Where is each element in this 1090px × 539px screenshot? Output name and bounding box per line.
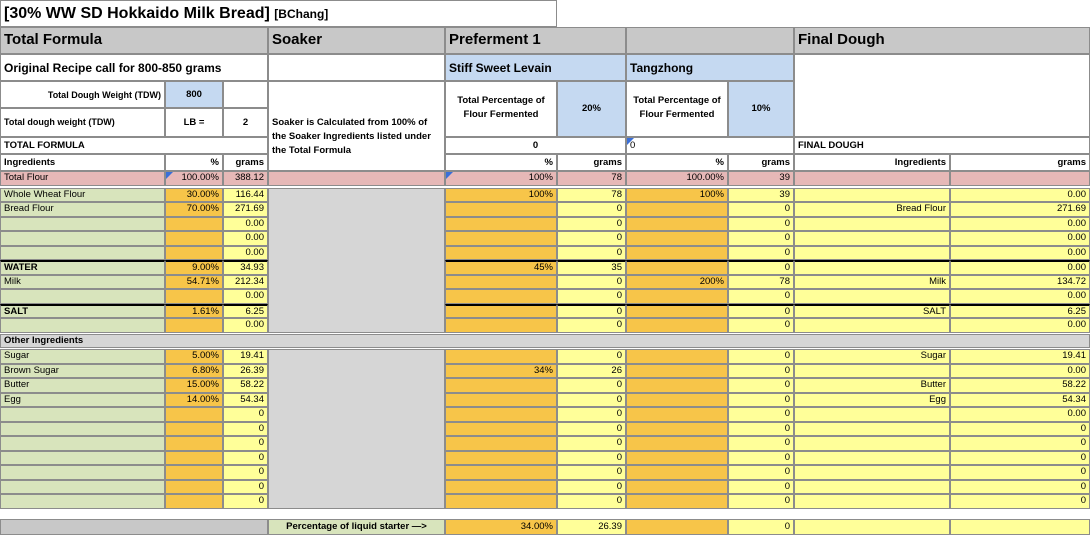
total-formula-grams[interactable]: 0.00	[223, 217, 268, 232]
total-formula-grams[interactable]: 388.12	[223, 171, 268, 186]
tangzhong-pct[interactable]	[626, 217, 728, 232]
total-formula-grams[interactable]: 0	[223, 480, 268, 495]
preferment-pct[interactable]: 45%	[445, 260, 557, 275]
total-formula-grams[interactable]: 19.41	[223, 349, 268, 364]
preferment-grams[interactable]: 0	[557, 202, 626, 217]
tangzhong-pct[interactable]	[626, 436, 728, 451]
total-formula-pct[interactable]: 70.00%	[165, 202, 223, 217]
tangzhong-pct[interactable]	[626, 480, 728, 495]
tangzhong-pct[interactable]	[626, 202, 728, 217]
tangzhong-grams[interactable]: 0	[728, 318, 794, 333]
final-dough-ingredient	[794, 407, 950, 422]
preferment-grams[interactable]: 0	[557, 494, 626, 509]
pf1-col-pct: %	[445, 154, 557, 171]
final-dough-grams[interactable]: 58.22	[950, 378, 1090, 393]
total-formula-pct[interactable]	[165, 465, 223, 480]
fd-col-grams: grams	[950, 154, 1090, 171]
preferment-grams[interactable]: 0	[557, 349, 626, 364]
final-dough-ingredient	[794, 217, 950, 232]
preferment-pct[interactable]	[445, 436, 557, 451]
total-formula-pct[interactable]: 14.00%	[165, 393, 223, 408]
final-dough-ingredient	[794, 260, 950, 275]
final-dough-grams[interactable]: 0	[950, 480, 1090, 495]
ingredient-name	[0, 480, 165, 495]
final-dough-ingredient	[794, 231, 950, 246]
tangzhong-pct[interactable]	[626, 393, 728, 408]
lb-label: Total dough weight (TDW)	[0, 108, 165, 137]
total-formula-pct[interactable]	[165, 422, 223, 437]
tangzhong-grams[interactable]: 0	[728, 378, 794, 393]
ingredient-name	[0, 407, 165, 422]
liquid-starter-grams[interactable]: 26.39	[557, 519, 626, 535]
lb-unit: LB =	[165, 108, 223, 137]
tangzhong-pct[interactable]	[626, 422, 728, 437]
tdw-input[interactable]: 800	[165, 81, 223, 108]
other-ingredients-header: Other Ingredients	[0, 334, 1090, 349]
preferment-grams[interactable]: 78	[557, 188, 626, 203]
final-dough-ingredient: Egg	[794, 393, 950, 408]
pf1-col-grams: grams	[557, 154, 626, 171]
preferment-pct[interactable]	[445, 378, 557, 393]
liquid-starter-pct[interactable]: 34.00%	[445, 519, 557, 535]
final-dough-ingredient	[794, 451, 950, 466]
tz-pct-label: Total Percentage of Flour Fermented	[626, 81, 728, 137]
total-formula-pct[interactable]	[165, 494, 223, 509]
tangzhong-grams[interactable]: 0	[728, 289, 794, 304]
total-formula-pct[interactable]	[165, 217, 223, 232]
tangzhong-grams[interactable]: 0	[728, 393, 794, 408]
tangzhong-pct[interactable]	[626, 246, 728, 261]
total-formula-pct[interactable]	[165, 246, 223, 261]
preferment-pct[interactable]	[445, 318, 557, 333]
ingredient-name: Egg	[0, 393, 165, 408]
ingredient-name	[0, 436, 165, 451]
final-dough-ingredient	[794, 246, 950, 261]
preferment-grams[interactable]: 0	[557, 436, 626, 451]
total-formula-pct[interactable]: 15.00%	[165, 378, 223, 393]
final-dough-grams[interactable]: 6.25	[950, 304, 1090, 319]
ingredient-name	[0, 465, 165, 480]
total-formula-grams[interactable]: 0.00	[223, 318, 268, 333]
preferment-pct[interactable]	[445, 304, 557, 319]
ingredient-name	[0, 451, 165, 466]
tangzhong-label[interactable]: Tangzhong	[626, 54, 794, 81]
tangzhong-grams[interactable]: 0	[728, 202, 794, 217]
final-dough-ingredient	[794, 364, 950, 379]
col-grams: grams	[223, 154, 268, 171]
final-dough-ingredient	[794, 465, 950, 480]
recipe-title: [30% WW SD Hokkaido Milk Bread]	[4, 5, 270, 22]
tangzhong-grams[interactable]: 0	[728, 465, 794, 480]
preferment-pct[interactable]	[445, 202, 557, 217]
fd-col-ingredients: Ingredients	[794, 154, 950, 171]
total-formula-grams[interactable]: 212.34	[223, 275, 268, 290]
final-dough-grams[interactable]: 0	[950, 494, 1090, 509]
preferment-pct[interactable]	[445, 451, 557, 466]
total-formula-grams[interactable]: 54.34	[223, 393, 268, 408]
tdw-label: Total Dough Weight (TDW)	[0, 81, 165, 108]
ingredient-name: WATER	[0, 260, 165, 275]
tdw-spacer[interactable]	[223, 81, 268, 108]
preferment-pct[interactable]	[445, 289, 557, 304]
lb-value[interactable]: 2	[223, 108, 268, 137]
tz-col-pct: %	[626, 154, 728, 171]
preferment-pct[interactable]	[445, 494, 557, 509]
total-formula-grams[interactable]: 0	[223, 422, 268, 437]
tangzhong-grams[interactable]: 0	[728, 407, 794, 422]
total-formula-grams[interactable]: 0.00	[223, 246, 268, 261]
preferment-pct[interactable]: 34%	[445, 364, 557, 379]
final-dough-blank[interactable]	[794, 54, 1090, 137]
tangzhong-pct[interactable]	[626, 318, 728, 333]
total-formula-grams[interactable]: 34.93	[223, 260, 268, 275]
tz-bottom-grams[interactable]: 0	[728, 519, 794, 535]
final-dough-caps: FINAL DOUGH	[794, 137, 1090, 154]
final-dough-ingredient	[794, 171, 950, 186]
tangzhong-grams[interactable]: 0	[728, 436, 794, 451]
final-dough-ingredient: Milk	[794, 275, 950, 290]
total-formula-grams[interactable]: 0	[223, 451, 268, 466]
preferment-grams[interactable]: 0	[557, 378, 626, 393]
pf1-zero[interactable]: 0	[445, 137, 626, 154]
final-dough-ingredient	[794, 188, 950, 203]
ingredient-name: Whole Wheat Flour	[0, 188, 165, 203]
total-formula-grams[interactable]: 26.39	[223, 364, 268, 379]
total-formula-grams[interactable]: 0.00	[223, 289, 268, 304]
ingredient-name: Sugar	[0, 349, 165, 364]
total-formula-pct[interactable]: 100.00%	[165, 171, 223, 186]
ingredient-name: Total Flour	[0, 171, 165, 186]
tangzhong-grams[interactable]: 0	[728, 217, 794, 232]
final-dough-grams[interactable]: 19.41	[950, 349, 1090, 364]
pf1-pct-input[interactable]: 20%	[557, 81, 626, 137]
preferment-grams[interactable]: 0	[557, 422, 626, 437]
tangzhong-grams[interactable]: 0	[728, 349, 794, 364]
preferment-pct[interactable]	[445, 349, 557, 364]
sheet-title[interactable]	[0, 0, 557, 27]
total-formula-grams[interactable]: 0	[223, 436, 268, 451]
ingredient-name	[0, 422, 165, 437]
final-dough-ingredient: Bread Flour	[794, 202, 950, 217]
final-dough-grams[interactable]: 0.00	[950, 289, 1090, 304]
preferment-pct[interactable]	[445, 407, 557, 422]
total-formula-pct[interactable]: 54.71%	[165, 275, 223, 290]
preferment-pct[interactable]	[445, 465, 557, 480]
soaker-note: Soaker is Calculated from 100% of the Soaker Ingredients listed under the Total Formula	[268, 81, 445, 171]
total-formula-pct[interactable]: 6.80%	[165, 364, 223, 379]
final-dough-grams[interactable]: 0.00	[950, 364, 1090, 379]
tangzhong-grams[interactable]: 0	[728, 304, 794, 319]
preferment-grams[interactable]: 0	[557, 451, 626, 466]
liquid-starter-label: Percentage of liquid starter —>	[268, 519, 445, 535]
final-dough-grams[interactable]	[950, 171, 1090, 186]
preferment-pct[interactable]	[445, 422, 557, 437]
soaker-blank-cell[interactable]	[268, 54, 445, 81]
tangzhong-pct[interactable]	[626, 451, 728, 466]
final-dough-grams[interactable]: 0.00	[950, 318, 1090, 333]
total-formula-pct[interactable]	[165, 407, 223, 422]
final-dough-grams[interactable]: 0.00	[950, 246, 1090, 261]
final-dough-grams[interactable]: 134.72	[950, 275, 1090, 290]
total-formula-grams[interactable]: 6.25	[223, 304, 268, 319]
total-formula-pct[interactable]	[165, 451, 223, 466]
total-formula-pct[interactable]	[165, 289, 223, 304]
final-dough-grams[interactable]: 0	[950, 436, 1090, 451]
total-formula-pct[interactable]: 30.00%	[165, 188, 223, 203]
section-total-formula[interactable]: Total Formula	[0, 27, 268, 54]
tangzhong-pct[interactable]	[626, 349, 728, 364]
final-dough-ingredient	[794, 480, 950, 495]
tangzhong-pct[interactable]	[626, 407, 728, 422]
final-dough-grams[interactable]: 271.69	[950, 202, 1090, 217]
tangzhong-pct[interactable]	[626, 289, 728, 304]
preferment-grams[interactable]: 0	[557, 304, 626, 319]
total-formula-grams[interactable]: 0.00	[223, 231, 268, 246]
preferment-pct[interactable]: 100%	[445, 171, 557, 186]
soaker-block-main[interactable]	[268, 188, 445, 333]
tangzhong-pct[interactable]	[626, 304, 728, 319]
total-formula-pct[interactable]: 1.61%	[165, 304, 223, 319]
tangzhong-pct[interactable]: 200%	[626, 275, 728, 290]
total-formula-pct[interactable]: 5.00%	[165, 349, 223, 364]
soaker-total-flour[interactable]	[268, 171, 445, 186]
ingredient-name: Bread Flour	[0, 202, 165, 217]
preferment-pct[interactable]	[445, 231, 557, 246]
total-formula-grams[interactable]: 0	[223, 494, 268, 509]
final-dough-grams[interactable]: 0.00	[950, 260, 1090, 275]
preferment-grams[interactable]: 0	[557, 407, 626, 422]
preferment-grams[interactable]: 78	[557, 171, 626, 186]
col-ingredients: Ingredients	[0, 154, 165, 171]
tangzhong-grams[interactable]: 0	[728, 260, 794, 275]
fd-bottom-name[interactable]	[794, 519, 950, 535]
ingredient-name	[0, 318, 165, 333]
total-formula-grams[interactable]: 0	[223, 465, 268, 480]
fd-bottom-grams[interactable]	[950, 519, 1090, 535]
preferment-pct[interactable]	[445, 275, 557, 290]
tz-pct-input[interactable]: 10%	[728, 81, 794, 137]
final-dough-ingredient	[794, 494, 950, 509]
bottom-grey-bar	[0, 519, 268, 535]
tangzhong-pct[interactable]: 100%	[626, 188, 728, 203]
tangzhong-pct[interactable]	[626, 364, 728, 379]
total-formula-grams[interactable]: 271.69	[223, 202, 268, 217]
final-dough-grams[interactable]: 0	[950, 451, 1090, 466]
tangzhong-grams[interactable]: 0	[728, 246, 794, 261]
total-formula-grams[interactable]: 0	[223, 407, 268, 422]
total-formula-pct[interactable]	[165, 231, 223, 246]
preferment-grams[interactable]: 0	[557, 480, 626, 495]
final-dough-grams[interactable]: 0.00	[950, 188, 1090, 203]
preferment-pct[interactable]	[445, 246, 557, 261]
tangzhong-grams[interactable]: 0	[728, 422, 794, 437]
final-dough-ingredient: Sugar	[794, 349, 950, 364]
tangzhong-grams[interactable]: 39	[728, 188, 794, 203]
section-final-dough[interactable]: Final Dough	[794, 27, 1090, 54]
tangzhong-grams[interactable]: 0	[728, 494, 794, 509]
tz-col-grams: grams	[728, 154, 794, 171]
total-formula-pct[interactable]	[165, 436, 223, 451]
tangzhong-pct[interactable]	[626, 378, 728, 393]
preferment-grams[interactable]: 0	[557, 465, 626, 480]
tangzhong-pct[interactable]	[626, 260, 728, 275]
preferment-pct[interactable]: 100%	[445, 188, 557, 203]
tangzhong-grams[interactable]: 78	[728, 275, 794, 290]
final-dough-grams[interactable]: 0	[950, 422, 1090, 437]
final-dough-ingredient	[794, 436, 950, 451]
preferment-grams[interactable]: 0	[557, 318, 626, 333]
final-dough-grams[interactable]: 0.00	[950, 407, 1090, 422]
total-formula-pct[interactable]: 9.00%	[165, 260, 223, 275]
ingredient-name: Milk	[0, 275, 165, 290]
ingredient-name	[0, 246, 165, 261]
final-dough-grams[interactable]: 0.00	[950, 217, 1090, 232]
preferment-grams[interactable]: 0	[557, 289, 626, 304]
tangzhong-grams[interactable]: 0	[728, 480, 794, 495]
ingredient-name: Brown Sugar	[0, 364, 165, 379]
preferment-pct[interactable]	[445, 393, 557, 408]
ingredient-name	[0, 231, 165, 246]
preferment-pct[interactable]	[445, 217, 557, 232]
preferment-grams[interactable]: 0	[557, 393, 626, 408]
preferment-grams[interactable]: 35	[557, 260, 626, 275]
final-dough-ingredient: SALT	[794, 304, 950, 319]
total-formula-grams[interactable]: 58.22	[223, 378, 268, 393]
final-dough-grams[interactable]: 0.00	[950, 231, 1090, 246]
final-dough-grams[interactable]: 54.34	[950, 393, 1090, 408]
tangzhong-pct[interactable]	[626, 231, 728, 246]
tz-bottom-pct[interactable]	[626, 519, 728, 535]
section-preferment-1[interactable]: Preferment 1	[445, 27, 626, 54]
tangzhong-grams[interactable]: 39	[728, 171, 794, 186]
final-dough-ingredient: Butter	[794, 378, 950, 393]
preferment-grams[interactable]: 0	[557, 217, 626, 232]
section-blank-header[interactable]	[626, 27, 794, 54]
preferment-grams[interactable]: 0	[557, 246, 626, 261]
ingredient-name	[0, 217, 165, 232]
preferment-grams[interactable]: 26	[557, 364, 626, 379]
preferment-grams[interactable]: 0	[557, 275, 626, 290]
tangzhong-pct[interactable]	[626, 465, 728, 480]
pf1-pct-label: Total Percentage of Flour Fermented	[445, 81, 557, 137]
tz-zero[interactable]: 0	[626, 137, 794, 154]
ingredient-name	[0, 494, 165, 509]
total-formula-pct[interactable]	[165, 480, 223, 495]
stiff-sweet-levain-label[interactable]: Stiff Sweet Levain	[445, 54, 626, 81]
total-formula-pct[interactable]	[165, 318, 223, 333]
ingredient-name	[0, 289, 165, 304]
original-recipe-note[interactable]: Original Recipe call for 800-850 grams	[0, 54, 268, 81]
preferment-grams[interactable]: 0	[557, 231, 626, 246]
total-formula-grams[interactable]: 116.44	[223, 188, 268, 203]
final-dough-grams[interactable]: 0	[950, 465, 1090, 480]
tangzhong-grams[interactable]: 0	[728, 364, 794, 379]
soaker-block-other[interactable]	[268, 349, 445, 509]
final-dough-ingredient	[794, 289, 950, 304]
col-pct: %	[165, 154, 223, 171]
tangzhong-pct[interactable]: 100.00%	[626, 171, 728, 186]
final-dough-ingredient	[794, 422, 950, 437]
ingredient-name: SALT	[0, 304, 165, 319]
tangzhong-grams[interactable]: 0	[728, 231, 794, 246]
preferment-pct[interactable]	[445, 480, 557, 495]
total-formula-caps: TOTAL FORMULA	[0, 137, 268, 154]
ingredient-name: Butter	[0, 378, 165, 393]
author-tag: [BChang]	[274, 7, 329, 21]
tangzhong-pct[interactable]	[626, 494, 728, 509]
tangzhong-grams[interactable]: 0	[728, 451, 794, 466]
final-dough-ingredient	[794, 318, 950, 333]
section-soaker[interactable]: Soaker	[268, 27, 445, 54]
